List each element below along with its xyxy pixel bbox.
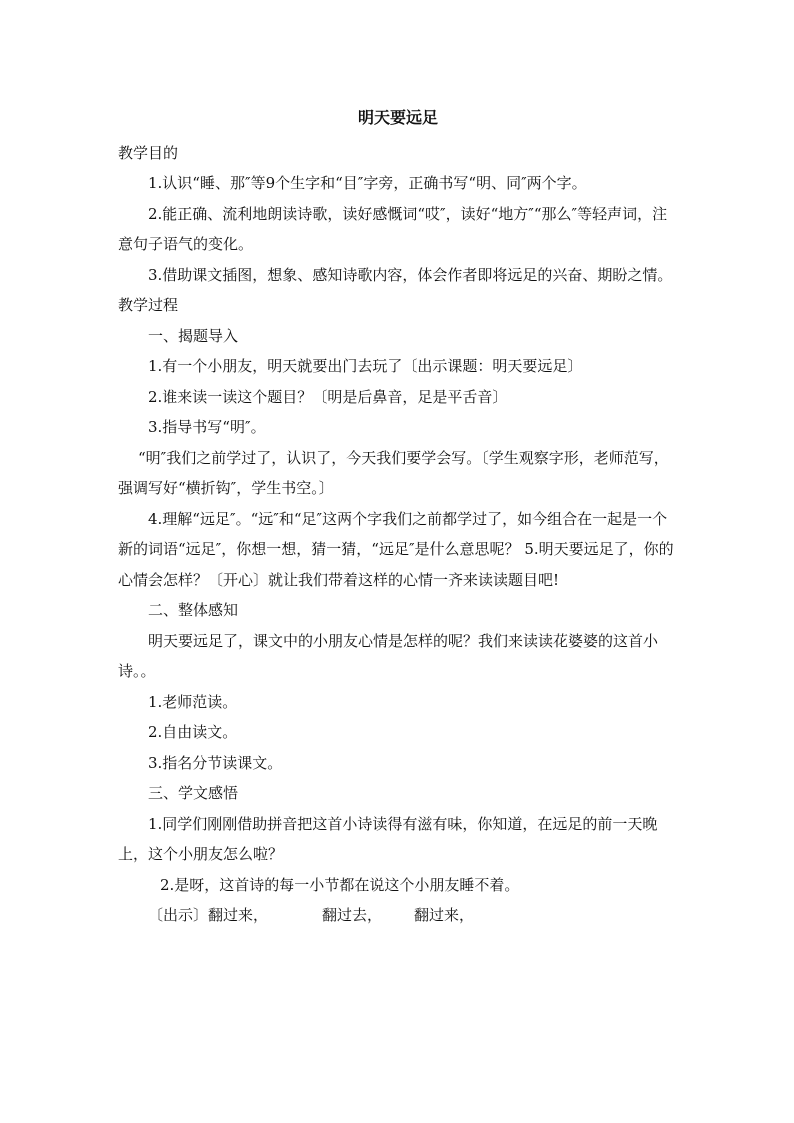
poem-fragment: 翻过来，: [414, 906, 475, 924]
part2-item: 1.老师范读。: [148, 692, 238, 711]
document-body: [118, 103, 678, 931]
poem-line: [118, 900, 678, 931]
process-heading: 教学过程: [118, 296, 179, 314]
part3-item: 1.同学们刚刚借助拼音把这首小诗读得有滋有味，你知道，在远足的前一天晚上，这个小朋友怎么啦？: [118, 814, 658, 863]
part3-item: 2.是呀，这首诗的每一小节都在说这个小朋友睡不着。: [160, 875, 520, 894]
part3-heading: 三、学文感悟: [148, 784, 239, 802]
part1-item: 3.指导书写“明″。: [148, 418, 266, 436]
part1-item: 1.有一个小朋友，明天就要出门去玩了〔出示课题：明天要远足〕: [148, 357, 583, 375]
part1-item: 2.谁来读一读这个题目？〔明是后鼻音，足是平舌音〕: [148, 387, 508, 406]
part1-item: 4.理解“远足″。“远″和“足″这两个字我们之前都学过了，如今组合在一起是一个新的词语“远足″，你想一想，猜一猜，“远足″是什么意思呢？ 5.明天要远足了，你的心情会怎样？〔开心〕就让我们带着这样的心情一齐来读读题目吧!: [118, 509, 674, 589]
part1-heading: 一、揭题导入: [148, 326, 239, 345]
part1-item: “明″我们之前学过了，认识了，今天我们要学会写。〔学生观察字形，老师范写，强调写好“横折钩″，学生书空。〕: [118, 448, 669, 497]
goal-item: 2.能正确、流利地朗读诗歌，读好感慨词“哎″，读好“地方″“那么″等轻声词，注意句子语气的变化。: [118, 204, 668, 253]
goals-heading: 教学目的: [118, 143, 179, 162]
part2-heading: 二、整体感知: [148, 601, 239, 619]
document-title: 明天要远足: [357, 108, 438, 127]
poem-fragment: 翻过去，: [322, 906, 383, 924]
goal-item: 3.借助课文插图，想象、感知诗歌内容，体会作者即将远足的兴奋、期盼之情。: [148, 265, 673, 284]
poem-fragment: 〔出示〕翻过来，: [148, 906, 269, 924]
part2-item: 明天要远足了，课文中的小朋友心情是怎样的呢？我们来读读花婆婆的这首小诗。。: [118, 631, 659, 680]
part2-item: 2.自由读文。: [148, 723, 238, 741]
goal-item: 1.认识“睡、那″等9个生字和“目″字旁，正确书写“明、同″两个字。: [148, 174, 587, 192]
part2-item: 3.指名分节读课文。: [148, 753, 283, 772]
